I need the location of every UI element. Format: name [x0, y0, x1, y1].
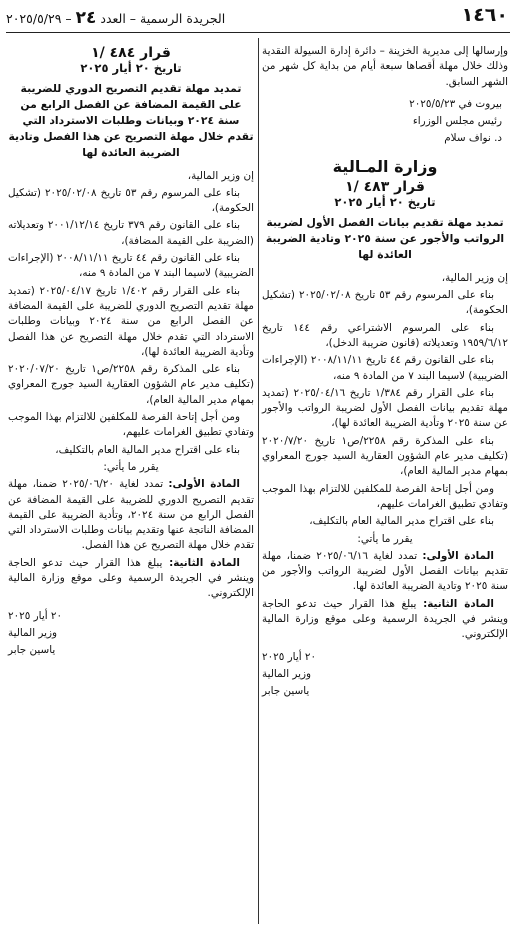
article-text: يبلغ هذا القرار حيث تدعو الحاجة وينشر في الجريدة الرسمية وعلى موقع وزارة المالية الإلكتروني. [8, 556, 254, 600]
minister-signature [262, 649, 508, 700]
recital: بناء على المذكرة رقم ٢٢٥٨/ص١ تاريخ ٢٠٢٠/٧/٢٠ (تكليف مدير عام الشؤون العقارية السيد جورج المعراوي بمهام مدير المالية العام)، [262, 434, 508, 478]
sign-place: بيروت في ٢٠٢٥/٥/٢٣ [409, 97, 502, 110]
page-header [6, 4, 510, 33]
article-text: تمدد لغاية ٢٠٢٥/٠٦/٢٠ ضمنا، مهلة تقديم التصريح الدوري للضريبة على القيمة المضافة عن الفصل الرابع من سنة ٢٠٢٤، وتأدية الضريبة على القيمة المضافة الناتجة عنها وتقديم بيانات وطلبات الاسترداد التي تقدم خلال مهلة التصريح عن هذا الفصل. [8, 478, 254, 552]
decision-title: تمديد مهلة تقديم بيانات الفصل الأول لضريبة الرواتب والأجور عن سنة ٢٠٢٥ وتادية الضريبة العائدة لها [265, 215, 505, 261]
article-label: المادة الثانية: [423, 597, 494, 610]
gazette-date: – ٢٠٢٥/٥/٢٩ [6, 11, 72, 26]
closing-name: ياسين جابر [262, 684, 310, 697]
decides-line: يقرر ما يأتي: [357, 532, 413, 545]
right-column [262, 44, 508, 700]
opening-line: إن وزير المالية، [187, 169, 254, 182]
section-title: وزارة المـالية [332, 156, 438, 176]
closing-role: وزير المالية [8, 626, 58, 639]
left-column [8, 44, 254, 659]
article-text: يبلغ هذا القرار حيث تدعو الحاجة وينشر في الجريدة الرسمية وعلى موقع وزارة المالية الإلكتروني. [262, 597, 508, 641]
gazette-issue-line [6, 8, 225, 28]
recital: بناء على اقتراح مدير المالية العام بالتكليف، [309, 515, 494, 528]
minister-signature [8, 608, 254, 659]
closing-role: وزير المالية [262, 667, 312, 680]
recital: بناء على اقتراح مدير المالية العام بالتكليف، [55, 443, 240, 456]
article-label: المادة الأولى: [168, 478, 240, 491]
recital: ومن أجل إتاحة الفرصة للمكلفين للالتزام بهذا الموجب وتفادي تطبيق الغرامات عليهم، [262, 482, 508, 510]
article-label: المادة الأولى: [422, 549, 494, 562]
sign-role: رئيس مجلس الوزراء [412, 114, 502, 127]
recital: بناء على القرار رقم ١/٤٠٢ تاريخ ٢٠٢٥/٠٤/١٧ (تمديد مهلة تقديم التصريح الدوري للضريبة على القيمة المضافة عن الفصل الرابع من سنة ٢٠٢٤ وبيانات وطلبات الاسترداد التي تقدم خلال مهلة التصريح عن هذا الفصل وتأدية الضريبة العائدة لها)، [8, 284, 255, 358]
recital: بناء على القرار رقم ١/٣٨٤ تاريخ ٢٠٢٥/٠٤/١٦ (تمديد مهلة تقديم بيانات الفصل الأول لضريبة الرواتب والأجور عن سنة ٢٠٢٥ وتأدية الضريبة العائدة لها)، [262, 386, 508, 430]
decision-date: تاريخ ٢٠ أيار ٢٠٢٥ [80, 61, 182, 76]
gazette-prefix: الجريدة الرسمية – العدد [100, 11, 226, 26]
recital: بناء على المرسوم رقم ٥٣ تاريخ ٢٠٢٥/٠٢/٠٨ (تشكيل الحكومة)، [8, 186, 254, 215]
article-label: المادة الثانية: [169, 556, 240, 569]
recital: بناء على المرسوم الاشتراعي رقم ١٤٤ تاريخ ١٩٥٩/٦/١٢ وتعديلاته (قانون ضريبة الدخل)، [262, 321, 508, 349]
recital: بناء على القانون رقم ٤٤ تاريخ ٢٠٠٨/١١/١١ (الإجراءات الضريبية) لاسيما البند ٧ من المادة ٩ منه، [8, 252, 254, 280]
continuation-text: وإرسالها إلى مديرية الخزينة – دائرة إدارة السيولة النقدية وذلك خلال مهلة أقصاها سبعة أيام من بداية كل شهر من الشهر السابق. [262, 45, 508, 88]
recital: بناء على القانون رقم ٣٧٩ تاريخ ٢٠٠١/١٢/١٤ وتعديلاته (الضريبة على القيمة المضافة)، [8, 219, 254, 247]
recital: بناء على المذكرة رقم ٢٢٥٨/ص١ تاريخ ٢٠٢٠/٠٧/٢٠ (تكليف مدير عام الشؤون العقارية السيد جورج المعراوي بمهام مدير المالية العام)، [8, 363, 254, 406]
decision-number: قرار ٤٨٤ /١ [91, 45, 171, 61]
recital: بناء على المرسوم رقم ٥٣ تاريخ ٢٠٢٥/٠٢/٠٨ (تشكيل الحكومة)، [262, 289, 508, 317]
article-text: تمدد لغاية ٢٠٢٥/٠٦/١٦ ضمنا، مهلة تقديم بيانات الفصل الأول لضريبة الرواتب والأجور من سنة ٢٠٢٥ وتادية الضريبة العائدة لها. [262, 549, 508, 593]
article [8, 556, 254, 602]
recital: ومن أجل إتاحة الفرصة للمكلفين للالتزام بهذا الموجب وتفادي تطبيق الغرامات عليهم، [8, 411, 254, 439]
decides-line: يقرر ما يأتي: [103, 460, 159, 473]
decision-title: تمديد مهلة تقديم التصريح الدوري للضريبة على القيمة المضافة عن الفصل الرابع من سنة ٢٠٢٤ وبيانات وطلبات الاسترداد التي تقدم خلال مهلة التصريح عن هذا الفصل وتادية الضريبة العائدة لها [8, 81, 254, 159]
closing-name: ياسين جابر [8, 643, 56, 656]
decision-number: قرار ٤٨٣ /١ [345, 179, 425, 196]
sign-name: د. نواف سلام [444, 131, 502, 144]
decision-date: تاريخ ٢٠ أيار ٢٠٢٥ [334, 195, 436, 210]
cabinet-signature [262, 96, 502, 147]
closing-date: ٢٠ أيار ٢٠٢٥ [262, 650, 317, 663]
closing-date: ٢٠ أيار ٢٠٢٥ [8, 609, 63, 622]
page-number: ١٤٦٠ [461, 4, 508, 26]
column-divider [258, 38, 259, 924]
article [8, 477, 254, 553]
issue-number: ٢٤ [75, 8, 97, 28]
article [262, 597, 508, 643]
opening-line: إن وزير المالية، [441, 271, 508, 284]
recital: بناء على القانون رقم ٤٤ تاريخ ٢٠٠٨/١١/١١ (الإجراءات الضريبية) لاسيما البند ٧ من المادة ٩ منه، [262, 354, 508, 382]
article [262, 549, 508, 595]
